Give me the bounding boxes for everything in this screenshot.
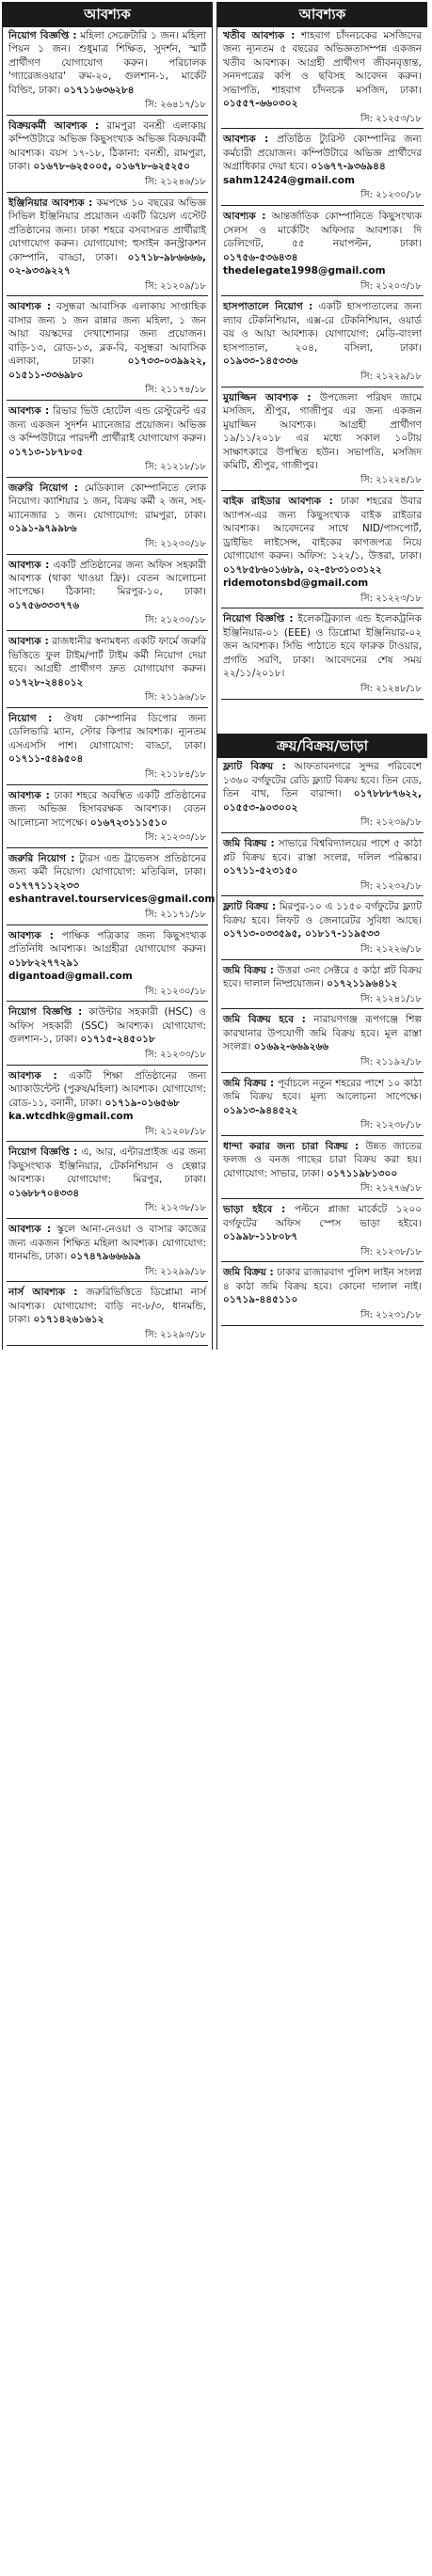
ad-text (8, 300, 206, 382)
ad-text (8, 789, 206, 830)
ad-divider (221, 832, 424, 833)
ad-body: একটি প্রতিষ্ঠানের জন্য অফিস সহকারী আবশ্যক (থাকা খাওয়া ফ্রি)। বেতন আলোচনা সাপেক্ষে। ঠিকানা: মিরপুর-১০, ঢাকা। (8, 559, 206, 598)
ad-phone: ০১৭৫৬৩৩৩৭৭৬ (8, 599, 80, 611)
ad-heading: খতীব আবশ্যক : (223, 29, 296, 41)
ad-heading: জমি বিক্রয় : (223, 838, 275, 850)
ad-reference-code: সি: ২১১৯৬/১৮ (145, 692, 206, 703)
ad-text (8, 712, 206, 766)
ad-text (223, 300, 422, 368)
ad-reference-code: সি: ২১২২৩/১৮ (360, 593, 422, 604)
ad-heading: আবশ্যক : (8, 789, 50, 801)
ad-phone: ০১৭১৪২৬১৬১২ (33, 1314, 104, 1326)
ad-phone: ০১৭১৯-৪৪৫১১০ (223, 1294, 298, 1306)
ad-body: একটি শিক্ষা প্রতিষ্ঠানের জন্য অ্যাকাউন্টেন্ট (পুরুষ/মহিলা) আবশ্যক। যোগাযোগ: রোড-১১, বনানী, ঢাকা। (8, 1069, 206, 1109)
ad-phone: ০১৯১৩-৯৪৪৫২২ (223, 1104, 298, 1116)
ad-reference-code: সি: ২১২৪৬/১৮ (145, 176, 206, 187)
ad-divider (221, 1008, 424, 1009)
ad-body: পূর্বাচলে নতুন শহরের পাশে ১০ কাঠা জমি বিক্রয় হবে। মূল্য আলোচনা সাপেক্ষে। (223, 1077, 422, 1103)
ad-divider (221, 1261, 424, 1262)
left-ads-list (3, 29, 216, 1346)
ad-divider (7, 554, 208, 555)
ad-reference-code: সি: ২১২৪১/১৮ (360, 993, 422, 1004)
classified-ad (217, 900, 427, 956)
ad-heading: ভাড়া হইবে : (223, 1204, 286, 1216)
ad-divider (7, 295, 208, 296)
ad-reference-code: সি: ২১২৪৮/১৮ (360, 683, 422, 694)
ad-heading: ফ্ল্যাট বিক্রয় : (223, 901, 277, 913)
ad-heading: ধান্দা করার জন্য চারা বিক্রয় : (223, 1140, 360, 1152)
ad-heading: নিয়োগ বিজ্ঞপ্তি : (8, 1146, 78, 1159)
ad-text (223, 495, 422, 577)
ad-body: উন্নত জাতের ফলজ ও বনজ গাছের চারা বিক্রয় করা হয়। যোগাযোগ: সাভার, ঢাকা। (223, 1140, 423, 1179)
ad-reference-code: সি: ২১২৯৩/১৮ (145, 1329, 206, 1340)
ad-body: কাউন্টার সহকারী (HSC) ও অফিস সহকারী (SSC) আবশ্যক। যোগাযোগ: গুলশান-১, ঢাকা। (8, 1006, 206, 1046)
ad-reference-code: সি: ২১২৩০/১৮ (145, 615, 206, 626)
ad-reference-code: সি: ২১২৫৩/১৮ (360, 113, 422, 124)
classified-ad (217, 760, 427, 830)
ad-email-link[interactable]: eshantravel.tourservices@gmail.com (8, 893, 216, 906)
ad-body: ঢাকা শহরে অবস্থিত একটি প্রতিষ্ঠানের জন্য অভিজ্ঞ হিসাবরক্ষক আবশ্যক। বেতন আলোচনা সাপেক্ষে। (8, 789, 206, 829)
ad-phone: ০১৯৯৮-১১৮০৮৭ (223, 1231, 298, 1243)
ad-phone: ০১৬৮৮৭০৪৩৩৪ (8, 1187, 80, 1199)
ad-divider (221, 205, 424, 206)
classified-ad (3, 852, 216, 922)
ad-body: নারায়ণগঞ্জ রূপগঞ্জে শিল্প কারখানার উপযোগী জমি বিক্রয় হবে। মূল রাস্তা সংলগ্ন। (223, 1014, 422, 1053)
section-header-buy-sell-rent: ক্রয়/বিক্রয়/ভাড়া (217, 734, 427, 759)
ad-reference-code: সি: ২১২৩০/১৮ (360, 190, 422, 201)
sale-ads-list (217, 760, 427, 1325)
ad-body: আফতাবনগরে সুন্দর পরিবেশে ১৩৬০ বর্গফুটের রেডি ফ্ল্যাট বিক্রয় হবে। তিন বেড, তিন বাথ, তিন বারান্দা। (223, 761, 422, 800)
ad-reference-code: সি: ২১২০৩/১৮ (360, 280, 422, 292)
ad-divider (7, 400, 208, 401)
ad-text (8, 635, 206, 689)
ad-heading: নিয়োগ বিজ্ঞপ্তি : (223, 613, 294, 625)
ad-phone: ০১৬৯২-৬৬৯২৬৬ (253, 1041, 329, 1053)
ad-divider (7, 1218, 208, 1219)
classified-ad (3, 1005, 212, 1061)
classified-ad (3, 300, 212, 397)
ad-phone: ০১৬৭২৩১১১৫১০ (89, 816, 168, 829)
ad-divider (221, 1072, 424, 1073)
ad-divider (221, 490, 424, 491)
ad-text (8, 929, 206, 970)
ad-heading: আবশ্যক : (223, 134, 269, 146)
ad-reference-code: সি: ২১১৭১/১৮ (145, 909, 206, 920)
ad-text (8, 1146, 206, 1200)
ad-divider (221, 959, 424, 960)
ad-phone: ০১৭২৮-২৪৪০১২ (8, 676, 84, 688)
ad-reference-code: সি: ২১২৩১/১৮ (360, 1309, 422, 1320)
ad-phone: ০১৭৪৭৯৬৬৬৯৯ (70, 1251, 141, 1263)
ad-phone: ০১৭১১৬৩৬২৮৪ (63, 84, 135, 96)
ad-phone: ০১৭১১-৫৪৯৫০৪ (8, 753, 84, 766)
ad-reference-code: সি: ২১১৮৪/১৮ (145, 768, 206, 780)
classified-ad (217, 964, 427, 1006)
classified-ad (3, 1146, 212, 1215)
classified-ad (3, 119, 212, 189)
ad-heading: হাসপাতালে নিয়োগ : (223, 301, 313, 313)
classified-ad (217, 300, 427, 383)
ad-divider (7, 630, 208, 631)
classified-ad (217, 133, 427, 202)
ad-text (223, 29, 422, 111)
ad-text (8, 1223, 206, 1263)
ad-text (223, 1203, 422, 1243)
classified-ad (217, 210, 427, 292)
ad-heading: বিক্রয়কর্মী আবশ্যক : (8, 119, 100, 132)
ad-text (223, 612, 422, 680)
ad-divider (221, 1135, 424, 1136)
ad-body: মিরপুর-১০ এ ১১৫০ বর্গফুটের ফ্ল্যাট বিক্রয় হবে। লিফট ও জেনারেটর সুবিধা আছে। (223, 901, 422, 926)
ad-heading: মুয়াজ্জিন আবশ্যক : (223, 391, 312, 403)
ad-reference-code: সি: ২১২০৮/১৮ (145, 1126, 206, 1137)
ad-text (8, 559, 206, 613)
ad-divider (221, 128, 424, 129)
ad-heading: নিয়োগ বিজ্ঞপ্তি : (8, 1006, 83, 1019)
ad-heading: জমি বিক্রয় : (223, 1267, 274, 1279)
classified-ad (217, 29, 427, 126)
classified-ad (3, 929, 212, 999)
ad-text (223, 391, 422, 473)
ad-phone: ০১৭১১-৫২৩১৫০ (223, 865, 298, 877)
classified-ad (217, 1013, 427, 1068)
ad-heading: জমি বিক্রয় হবে : (223, 1014, 306, 1026)
ad-reference-code: সি: ২১১৯২/১৮ (360, 1056, 422, 1067)
ad-body: ঔষধ কোম্পানির ডিপোর জন্য ডেলিভারি ম্যান, স্টোর কিপার আবশ্যক। ন্যূনতম এসএসসি পাশ। যোগাযোগ: বাড্ডা, ঢাকা। (8, 712, 206, 751)
ad-heading: ফ্ল্যাট বিক্রয় : (223, 761, 286, 773)
section-header-wanted-right: আবশ্যক (217, 2, 427, 27)
right-column (216, 2, 427, 1350)
ad-phone: ০১৭১৩-১৮৭৮০৫ (8, 446, 84, 458)
ad-divider (221, 699, 424, 700)
ad-reference-code: সি: ২১২২৬/১৮ (360, 943, 422, 955)
ad-text (8, 482, 206, 536)
ad-text (8, 852, 206, 893)
ad-heading: আবশ্যক : (8, 929, 54, 941)
ad-phone: ০১৭৭৭১১২২৩৩ (8, 879, 80, 892)
ad-reference-code: সি: ২১২৩৮/১৮ (145, 1203, 206, 1214)
ad-phone: ০১৬৭৮-৬২৫০০৫, ০১৬৭৮-৬২৫২৫০ (33, 161, 190, 173)
ad-heading: নার্স আবশ্যক : (8, 1287, 78, 1299)
ad-phone: ০১৭১১৯৮১৩০০ (327, 1167, 398, 1179)
ad-email-link[interactable]: ridemotonsbd@gmail.com (223, 577, 369, 590)
ad-body: রিভার ভিউ হোটেল এন্ড রেস্টুরেন্ট এর জন্য একজন সুদর্শন ম্যানেজার প্রয়োজন। অভিজ্ঞ ও কম্পিউটারে পারদর্শী প্রার্থীরাই যোগাযোগ করুন। (8, 405, 206, 445)
classified-ad (217, 1203, 427, 1258)
ad-phone: ০১৭১৫-২৪৫০১৮ (80, 1034, 155, 1046)
classified-ad (3, 29, 212, 112)
ad-heading: আবশ্যক : (8, 559, 50, 571)
classified-ad (217, 1140, 427, 1195)
classified-ad (217, 612, 427, 695)
ad-phone: ০১৯৩৩-১৪৫৩৩৬ (223, 356, 298, 368)
right-ads-list (217, 29, 427, 700)
classified-ad (3, 712, 212, 782)
ad-phone: ০১৭১৯-০১৬৫৬৮ (104, 1097, 180, 1109)
ad-text (8, 197, 206, 278)
ad-text (223, 964, 422, 991)
ad-text (8, 1069, 206, 1110)
ad-divider (221, 895, 424, 896)
ad-body: বসুন্ধরা আবাসিক এলাকায় সাপ্তাহিক বাসার জন্য ১ জন রান্নার জন্য মহিলা, ১ জন আয়া বয়স্কদের দেখাশোনার জন্য প্রয়োজন। বাড়ি-১৩, রোড-১৩, ব্লক-বি, বসুন্ধরা আবাসিক এলাকা, ঢাকা। (8, 301, 206, 368)
ad-text (223, 1266, 422, 1306)
ad-body: পল্টনে প্লাজা মার্কেটে ১২০০ বর্গফুটের অফিস স্পেস ভাড়া হইবে। (223, 1204, 423, 1229)
ad-reference-code: সি: ২১২৩৩/১৮ (145, 1049, 206, 1060)
ad-text (223, 760, 422, 814)
ad-body: একটি হাসপাতালের জন্য ল্যাব টেকনিশিয়ান, এক্স-রে টেকনিশিয়ান, ওয়ার্ড বয় ও আয়া আবশ্যক। যোগাযোগ: মেডি-বাংলা হাসপাতাল, ২০৪, বসিলা, ঢাকা। (223, 301, 423, 354)
ad-phone: ০১৮৮২২৭৭২৯১ (8, 956, 80, 969)
ad-text (8, 1286, 206, 1326)
ad-divider (7, 1345, 208, 1346)
ad-phone: ০১৭৮৮৮৭৬২২, ০১৫৫৩-৯০৩০০২ (223, 788, 422, 814)
ad-reference-code: সি: ২১২৩০/১৮ (145, 538, 206, 549)
classified-ad (3, 1286, 212, 1341)
classified-ad (3, 789, 212, 845)
ad-heading: বাইক রাইডার আবশ্যক : (223, 496, 333, 508)
ad-heading: নিয়োগ বিজ্ঞপ্তি : (8, 29, 77, 41)
ad-text (8, 119, 206, 174)
ad-phone: ০১৭৮৫৮৬০১৬৮৯, ০২-৫৮৩১০৩১২২ (223, 563, 382, 576)
ad-heading: ইঞ্জিনিয়ার আবশ্যক : (8, 197, 93, 209)
classified-ad (3, 404, 212, 474)
ad-body: ঢাকা শহরের উবার অ্যাপস-এর জন্য কিছুসংখ্যক বাইক রাইডার আবশ্যক। আবেদনের সাথে NID/পাসপোর্ট, ড্রাইভিং লাইসেন্স, বাইকের কাগজপত্র নিয়ে যোগাযোগ করুন। অফিস: ১২২/১, উত্তরা, ঢাকা। (223, 496, 422, 562)
ad-heading: নিয়োগ : (8, 712, 53, 724)
ad-reference-code: সি: ২১২৩০/১৮ (145, 986, 206, 997)
ad-heading: জরুরি নিয়োগ : (8, 482, 79, 494)
ad-reference-code: সি: ২১২৯৯/১৮ (145, 1266, 206, 1277)
ad-heading: আবশ্যক : (8, 1224, 52, 1236)
section-header-wanted: আবশ্যক (3, 2, 212, 27)
ad-reference-code: সি: ২১২৩৮/১৮ (360, 1246, 422, 1257)
ad-body: সাভারে বিশ্ববিদ্যালয়ের পাশে ৫ কাঠা প্লট বিক্রয় হবে। রাস্তা সংলগ্ন, দলিল পরিষ্কার। (223, 838, 422, 863)
ad-body: ঢাকার রাজারবাগ পুলিশ লাইন সংলগ্ন ৪ কাঠা জমি বিক্রয় হবে। কোনো দালাল নাই। (223, 1267, 422, 1292)
ad-divider (7, 1065, 208, 1066)
ad-heading: আবশ্যক : (8, 1069, 57, 1082)
classified-ad (217, 495, 427, 605)
left-column (2, 2, 216, 1350)
classified-ad (217, 1266, 427, 1321)
ad-divider (7, 847, 208, 848)
ad-body: স্কুলে আনা-নেওয়া ও বাসার কাজের জন্য একজন শিক্ষিত মহিলা আবশ্যক। যোগাযোগ: ধানমন্ডি, ঢাকা। (8, 1224, 206, 1263)
ad-reference-code: সি: ২১২৩৯/১৮ (360, 817, 422, 829)
ad-phone: ০১৭৩৩-০৩৯৯২২, ০১৫১১-৩৩৬৯৮০ (8, 356, 206, 381)
ad-phone: ০১৬৭৭-৯৩৬৯৪৪ (311, 161, 386, 173)
ad-text (8, 1005, 206, 1046)
ad-divider (7, 477, 208, 478)
ad-phone: ০১৭২১১৯৬৪১২ (327, 978, 398, 990)
ad-body: শাহবাগ চাঁদনচকের মসজিদের জন্য ন্যূনতম ৫ বছরের অভিজ্ঞতাসম্পন্ন একজন খতীব আবশ্যক। আগ্রহী প্রার্থীগণ জীবনবৃত্তান্ত, সনদপত্রের কপি ও ছবিসহ আবেদন করুন। সভাপতি, শাহবাগ চাঁদনচক মসজিদ, ঢাকা। (223, 29, 422, 96)
classified-ad (3, 1223, 212, 1278)
ad-reference-code: সি: ২১১৭৪/১৮ (145, 385, 206, 396)
ad-heading: জমি বিক্রয় : (223, 1077, 275, 1089)
ad-body: কমপক্ষে ১০ বছরের অভিজ্ঞ সিভিল ইঞ্জিনিয়ার প্রয়োজন একটি রিয়েল এস্টেট প্রতিষ্ঠানের জন্য। ঢাকা শহরে বসবাসরত প্রার্থীরাই যোগাযোগ করুন। যোগাযোগ: হুসাইন কনস্ট্রাকশন কোম্পানি, বাড্ডা, ঢাকা। (8, 197, 207, 263)
ad-text (223, 1140, 422, 1180)
classified-ad (217, 1077, 427, 1132)
ad-email-link[interactable]: sahm12424@gmail.com (223, 174, 355, 186)
ad-divider (7, 784, 208, 785)
ad-body: রাজধানীর স্বনামধন্য একটি ফার্মে জরুরি ভিত্তিতে ফুল টাইম/পার্ট টাইম কর্মী নিয়োগ দেয়া হবে। আগ্রহী প্রার্থীগণ দ্রুত যোগাযোগ করুন। (8, 636, 206, 675)
ad-divider (221, 295, 424, 296)
classified-ad (3, 482, 212, 551)
ad-divider (7, 192, 208, 193)
ad-reference-code: সি: ২১২২৯/১৮ (360, 371, 422, 382)
ad-reference-code: সি: ২১২১৮/১৮ (145, 461, 206, 472)
ad-reference-code: সি: ২১২২৪/১৮ (360, 475, 422, 486)
ad-divider (221, 1198, 424, 1199)
classified-ad (217, 837, 427, 893)
ad-heading: আবশ্যক : (8, 405, 50, 418)
ad-phone: ০১৫৫৭-৬৬০৩০২ (223, 98, 298, 110)
ad-body: ইলেকট্রিক্যাল এন্ড ইলেকট্রনিক ইঞ্জিনিয়ার-০১ (EEE) ও ডিপ্লোমা ইঞ্জিনিয়ার-০২ জন আবশ্যক। সিভি পাঠাতে হবে ফারুক টাওয়ার, প্রগতি সরণি, ঢাকা। আবেদনের শেষ সময় ২২/১১/২০১৮। (223, 613, 422, 680)
ad-phone: ০১৭১৩-০৩৩৫৯৫, ০১৮১৭-১১৯৫৩৩ (223, 928, 380, 940)
ad-reference-code: সি: ২১২৩২/১৮ (360, 880, 422, 892)
ad-text (223, 210, 422, 264)
ad-body: উত্তরা ৩নং সেক্টরে ৫ কাঠা প্লট বিক্রয় হবে। দালাল নিষ্প্রয়োজন। (223, 964, 422, 990)
ad-phone: ০১৭৫৬-৫৩৬৪৩৪ (223, 251, 298, 263)
ad-text (223, 900, 422, 940)
ad-phone: ০১৭১৮-৯৮৬৬৬৬, ০২-৯৩৩৯২২৭ (8, 251, 206, 277)
classified-ad (3, 635, 212, 704)
ad-email-link[interactable]: digantoad@gmail.com (8, 971, 133, 983)
ad-divider (7, 1281, 208, 1282)
classified-ad (217, 391, 427, 488)
ad-heading: জমি বিক্রয় : (223, 964, 274, 976)
ad-body: রামপুরা বনশ্রী এলাকায় কম্পিউটারে অভিজ্ঞ কিছুসংখ্যক অভিজ্ঞ বিক্রয়কর্মী আবশ্যক। বয়স ১৭-১৮, ঠিকানা: বনশ্রী, রামপুরা, ঢাকা। (8, 119, 206, 173)
ad-body: উপজেলা পরিষদ জামে মসজিদ, শ্রীপুর, গাজীপুর এর জন্য একজন মুয়াজ্জিন আবশ্যক। আগ্রহী প্রার্থীগণ ১৯/১১/২০১৮ এর মধ্যে সকাল ১০টায় সাক্ষাৎকারে উপস্থিত হউন। সভাপতি, মসজিদ কমিটি, শ্রীপুর, গাজীপুর। (223, 391, 422, 471)
ad-body: জরুরিভিত্তিতে ডিপ্লোমা নার্স আবশ্যক। যোগাযোগ: বাড়ি নং-৮/৩, ধানমন্ডি, ঢাকা। (8, 1287, 206, 1326)
ad-reference-code: সি: ২১২৩৩/১৮ (145, 832, 206, 844)
ad-text (223, 1077, 422, 1117)
classified-ad (3, 1069, 212, 1139)
ad-heading: জরুরি নিয়োগ : (8, 852, 75, 864)
classified-ad (3, 559, 212, 628)
ad-email-link[interactable]: thedelegate1998@gmail.com (223, 265, 386, 277)
ad-divider (221, 1325, 424, 1326)
ad-body: আন্তর্জাতিক কোম্পানিতে কিছুসংখ্যক সেলস ও মার্কেটিং অফিসার আবশ্যক। দি ডেলিগেট, ৫৫ নয়াপল্টন, ঢাকা। (223, 211, 422, 250)
ad-email-link[interactable]: ka.wtcdhk@gmail.com (8, 1111, 134, 1123)
ad-heading: আবশ্যক : (8, 636, 49, 648)
ad-heading: আবশ্যক : (223, 211, 266, 223)
ad-reference-code: সি: ২৬৪১৭/১৮ (145, 100, 206, 111)
ad-body: প্রতিষ্ঠিত ট্যুরিস্ট কোম্পানির জন্য কর্মচারী প্রয়োজন। কম্পিউটারে অভিজ্ঞ প্রার্থীদের অগ্রাধিকার দেয়া হবে। (223, 134, 422, 173)
ad-divider (7, 1001, 208, 1002)
ad-divider (7, 707, 208, 708)
ad-text (8, 29, 206, 97)
ad-body: পাক্ষিক পত্রিকার জন্য কিছুসংখ্যক প্রতিনিধি আবশ্যক। আগ্রহীরা যোগাযোগ করুন। (8, 929, 206, 956)
ad-text (223, 1013, 422, 1053)
classified-ad (3, 197, 212, 293)
ad-text (223, 837, 422, 877)
ad-text (223, 133, 422, 173)
ad-reference-code: সি: ২১২৩৮/১৮ (360, 1120, 422, 1131)
ad-body: মেডিক্যাল কোম্পানিতে লোক নিয়োগ। ক্যাশিয়ার ১ জন, বিক্রয় কর্মী ২ জন, সহ-ম্যানেজার ১ জন। যোগাযোগ: রামপুরা, ঢাকা। (8, 482, 207, 521)
ad-divider (7, 115, 208, 116)
ad-reference-code: সি: ২১২০৯/১৮ (145, 280, 206, 292)
ad-body: মহিলা সেক্রেটারি ১ জন। মহিলা পিয়ন ১ জন। শুধুমাত্র শিক্ষিত, সুদর্শন, স্মার্ট প্রার্থীগণ যোগাযোগ করুন। পরিচালক 'গ্যারেজওয়ার' রুম-২০, গুলশান-১, মার্কেট বিল্ডিং, ঢাকা। (8, 29, 206, 96)
ad-body: এ, আর, এন্টারপ্রাইজ এর জন্য কিছুসংখ্যক ইঞ্জিনিয়ার, টেকনিশিয়ান ও হেল্পার আবশ্যক। যোগাযোগ: মিরপুর, ঢাকা। (8, 1146, 206, 1186)
ad-heading: আবশ্যক : (8, 301, 52, 313)
ad-phone: ০১৯১-৯৭৯৯৮৬ (8, 523, 77, 535)
ad-divider (7, 1141, 208, 1142)
ad-text (8, 404, 206, 459)
ad-reference-code: সি: ২১২৭৬/১৮ (360, 1183, 422, 1194)
ad-body: ট্যুরস এন্ড ট্রাভেলস প্রতিষ্ঠানের জন্য কর্মী নিয়োগ। যোগাযোগ: মতিঝিল, ঢাকা। (8, 852, 206, 878)
